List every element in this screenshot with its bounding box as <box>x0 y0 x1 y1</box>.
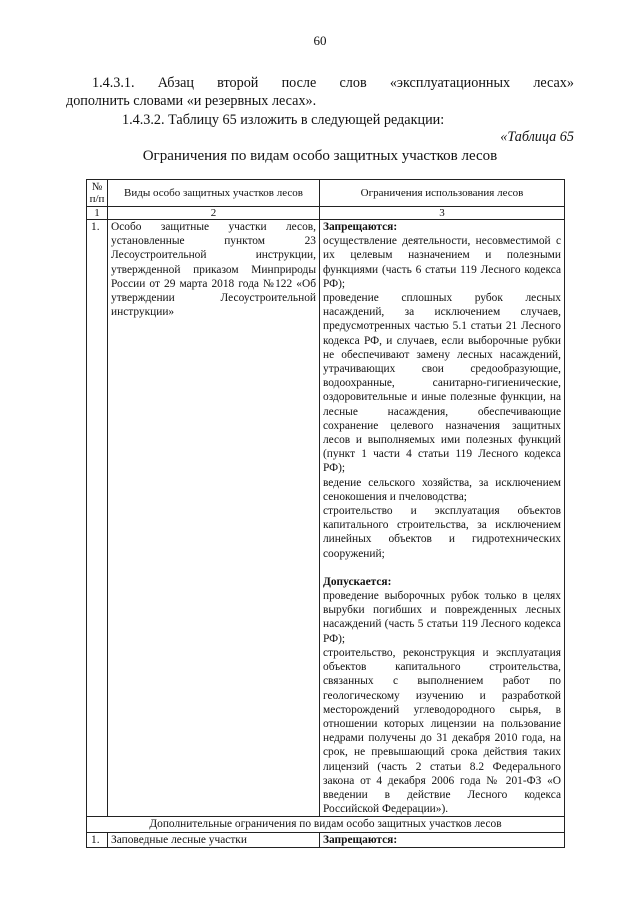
allowed-label: Допускается: <box>323 575 392 588</box>
index-cell: 1 <box>87 207 108 220</box>
header-number: № п/п <box>87 180 108 207</box>
restrictions-cell <box>320 220 565 817</box>
forest-type-cell: Заповедные лесные участки <box>108 832 320 847</box>
table-row <box>87 832 565 847</box>
table-header-row <box>87 180 565 207</box>
table-title: Ограничения по видам особо защитных участков лесов <box>142 148 498 164</box>
allowed-item: проведение выборочных рубок только в целях вырубки погибших и поврежденных лесных насаждений (часть 5 статьи 119 Лесного кодекса РФ); <box>323 590 561 645</box>
prohibited-item: строительство и эксплуатация объектов капитального строительства, за исключением линейных объектов и гидротехнических сооружений; <box>323 505 561 560</box>
row-number: 1. <box>87 832 108 847</box>
allowed-item: строительство, реконструкция и эксплуатация объектов капитального строительства, связанных с выполнением работ по геологическому изучению и разработкой месторождений углеводородного сырья, в отношении которых лицензии на пользование недрами получены до 31 декабря 2010 года, на срок, не превышающий срока действия таких лицензий (часть 2 статьи 8.2 Федерального закона от 4 декабря 2006 года № 201-ФЗ «О введении в действие Лесного кодекса Российской Федерации»). <box>323 646 561 816</box>
table-index-row <box>87 207 565 220</box>
table-row <box>87 220 565 817</box>
prohibited-item: ведение сельского хозяйства, за исключением сенокошения и пчеловодства; <box>323 476 561 503</box>
header-forest-type: Виды особо защитных участков лесов <box>108 180 320 207</box>
restrictions-table <box>86 179 565 848</box>
table-label: «Таблица 65 <box>500 129 574 145</box>
subheader: Дополнительные ограничения по видам особо защитных участков лесов <box>87 817 565 832</box>
header-restrictions: Ограничения использования лесов <box>320 180 565 207</box>
index-cell: 2 <box>108 207 320 220</box>
prohibited-item: проведение сплошных рубок лесных насаждений, за исключением случаев, предусмотренных частью 5.1 статьи 21 Лесного кодекса РФ, и случаев, если выборочные рубки не обеспечивают замену лесных насаждений, утрачивающих свои средообразующие, водоохранные, санитарно-гигиенические, оздоровительные и иные полезные функции, на лесные насаждения, обеспечивающие сохранение целевого назначения защитных лесов и выполняемых ими полезных функций (пункт 1 части 4 статьи 119 Лесного кодекса РФ); <box>323 292 561 475</box>
index-cell: 3 <box>320 207 565 220</box>
paragraph-1-4-3-1-continuation: дополнить словами «и резервных лесах». <box>66 93 317 109</box>
restrictions-cell <box>320 832 565 847</box>
paragraph-1-4-3-2: 1.4.3.2. Таблицу 65 изложить в следующей редакции: <box>122 112 445 128</box>
spacer <box>323 561 561 575</box>
table-subheader-row <box>87 817 565 832</box>
page-number: 60 <box>313 33 327 48</box>
forest-type-cell: Особо защитные участки лесов, установленные пунктом 23 Лесоустроительной инструкции, утвержденной приказом Минприроды России от 29 марта 2018 года №122 «Об утверждении Лесоустроительной инструкции» <box>108 220 320 817</box>
prohibited-label: Запрещаются: <box>323 833 398 846</box>
row-number: 1. <box>87 220 108 817</box>
prohibited-item: осуществление деятельности, несовместимой с их целевым назначением и полезными функциями (часть 6 статьи 119 Лесного кодекса РФ); <box>323 235 561 290</box>
paragraph-1-4-3-1: 1.4.3.1. Абзац второй после слов «эксплуатационных лесах» <box>92 75 574 91</box>
prohibited-label: Запрещаются: <box>323 221 398 233</box>
